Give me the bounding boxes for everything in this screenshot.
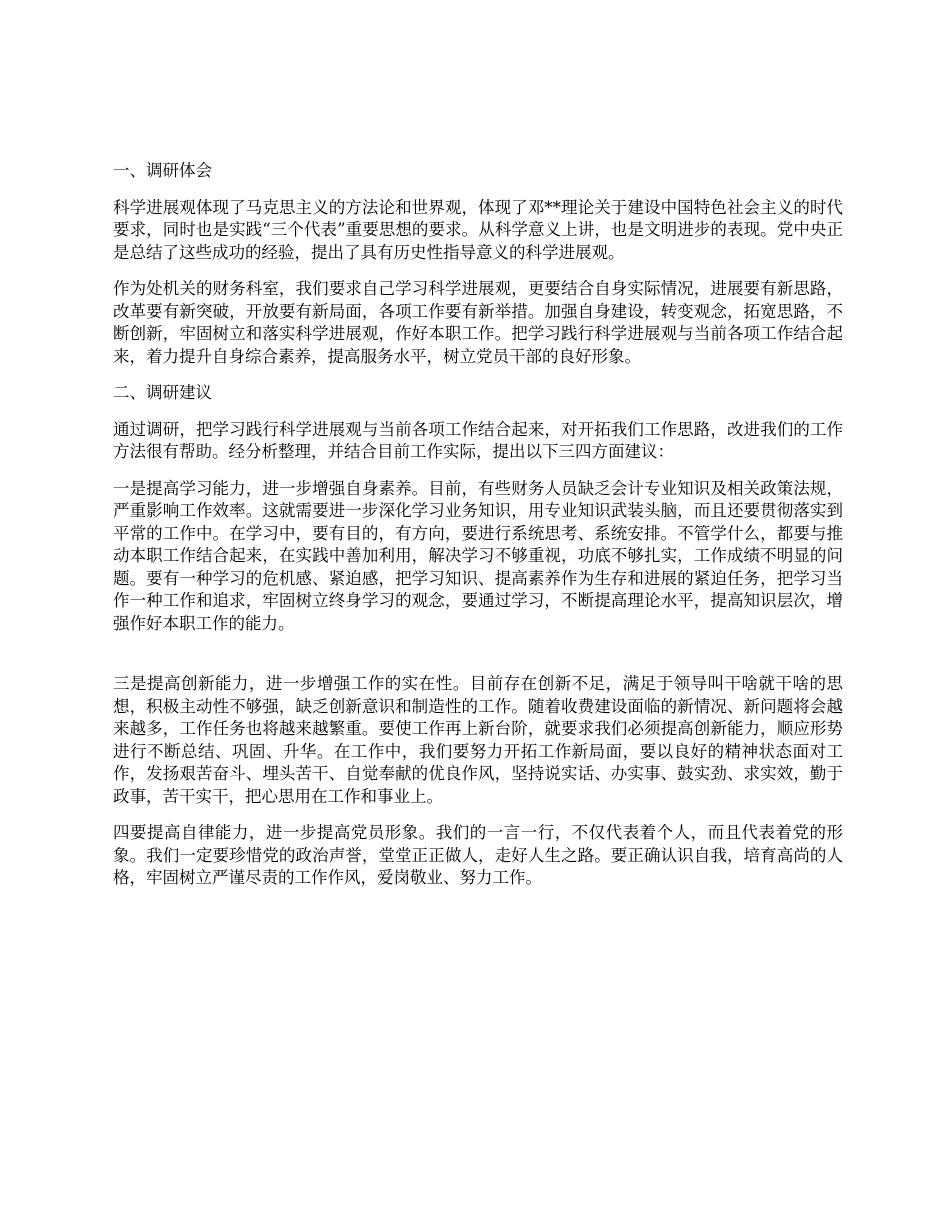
paragraph: 三是提高创新能力，进一步增强工作的实在性。目前存在创新不足，满足于领导叫干啥就干啥的思想，积极主动性不够强，缺乏创新意识和制造性的工作。随着收费建设面临的新情况、新问题将会越来越多，工作任务也将越来越繁重。要使工作再上新台阶，就要求我们必须提高创新能力，顺应形势进行不断总结、巩固、升华。在工作中，我们要努力开拓工作新局面，要以良好的精神状态面对工作，发扬艰苦奋斗、埋头苦干、自觉奉献的优良作风，坚持说实话、办实事、鼓实劲、求实效，勤于政事，苦干实干，把心思用在工作和事业上。 <box>113 674 843 806</box>
paragraph: 作为处机关的财务科室，我们要求自己学习科学进展观，更要结合自身实际情况，进展要有新思路，改革要有新突破，开放要有新局面，各项工作要有新举措。加强自身建设，转变观念，拓宽思路，不断创新，牢固树立和落实科学进展观，作好本职工作。把学习践行科学进展观与当前各项工作结合起来，着力提升自身综合素养，提高服务水平，树立党员干部的良好形象。 <box>113 279 843 366</box>
document-body <box>113 160 843 904</box>
section-heading-suggestions: 二、调研建议 <box>113 383 212 402</box>
paragraph: 四要提高自律能力，进一步提高党员形象。我们的一言一行，不仅代表着个人，而且代表着党的形象。我们一定要珍惜党的政治声誉，堂堂正正做人，走好人生之路。要正确认识自我，培育高尚的人格，牢固树立严谨尽责的工作作风，爱岗敬业、努力工作。 <box>113 823 843 887</box>
paragraph: 科学进展观体现了马克思主义的方法论和世界观，体现了邓**理论关于建设中国特色社会主义的时代要求，同时也是实践“三个代表”重要思想的要求。从科学意义上讲，也是文明进步的表现。党中央正是总结了这些成功的经验，提出了具有历史性指导意义的科学进展观。 <box>113 197 843 262</box>
section-heading-experience: 一、调研体会 <box>113 161 212 180</box>
paragraph-spacer <box>113 649 843 673</box>
paragraph: 一是提高学习能力，进一步增强自身素养。目前，有些财务人员缺乏会计专业知识及相关政策法规，严重影响工作效率。这就需要进一步深化学习业务知识，用专业知识武装头脑，而且还要贯彻落实到平常的工作中。在学习中，要有目的，有方向，要进行系统思考、系统安排。不管学什么，都要与推动本职工作结合起来，在实践中善加利用，解决学习不够重视，功底不够扎实，工作成绩不明显的问题。要有一种学习的危机感、紧迫感，把学习知识、提高素养作为生存和进展的紧迫任务，把学习当作一种工作和追求，牢固树立终身学习的观念，要通过学习，不断提高理论水平，提高知识层次，增强作好本职工作的能力。 <box>113 478 843 633</box>
paragraph: 通过调研，把学习践行科学进展观与当前各项工作结合起来，对开拓我们工作思路，改进我们的工作方法很有帮助。经分析整理，并结合目前工作实际，提出以下三四方面建议： <box>113 419 843 461</box>
